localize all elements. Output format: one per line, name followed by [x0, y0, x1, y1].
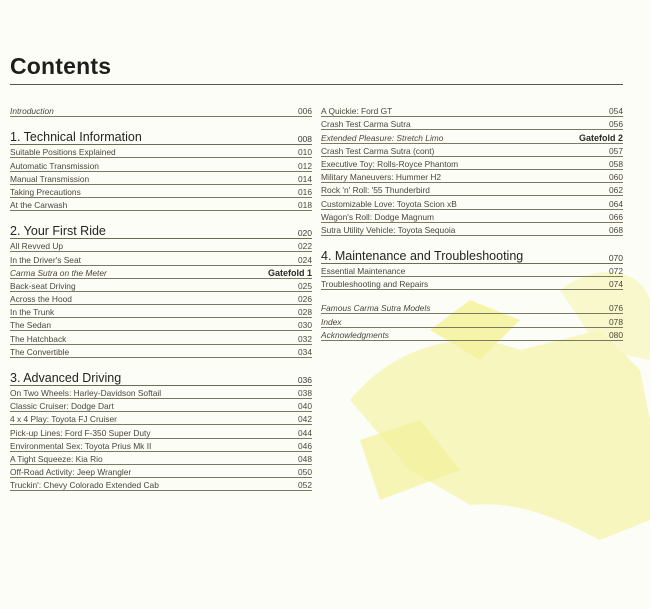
section-4 — [321, 247, 623, 290]
entry-title: Acknowledgments — [321, 329, 389, 340]
toc-entry[interactable] — [321, 117, 623, 130]
entry-title: The Convertible — [10, 346, 70, 357]
section-page: 070 — [608, 252, 623, 263]
section-3 — [10, 369, 312, 492]
entry-title: A Quickie: Ford GT — [321, 106, 393, 117]
toc-entry[interactable] — [321, 223, 623, 236]
section-page: 008 — [297, 134, 312, 145]
entry-title: Famous Carma Sutra Models — [321, 303, 431, 314]
entry-title: In the Trunk — [10, 307, 55, 318]
toc-entry[interactable] — [321, 144, 623, 157]
entry-page: 028 — [298, 307, 312, 318]
toc-entry[interactable] — [321, 328, 623, 341]
entry-title: Customizable Love: Toyota Scion xB — [321, 198, 457, 209]
entry-title: Troubleshooting and Repairs — [321, 279, 429, 290]
section-page: 020 — [297, 228, 312, 239]
entry-title: The Hatchback — [10, 333, 67, 344]
entry-page: 064 — [609, 198, 623, 209]
entry-page: 022 — [298, 241, 312, 252]
section-1 — [10, 128, 312, 211]
entry-title: Taking Precautions — [10, 186, 81, 197]
entry-page: 052 — [298, 480, 312, 491]
entry-page: 068 — [609, 224, 623, 235]
entry-page: Gatefold 1 — [267, 267, 312, 278]
section-3-continued — [321, 104, 623, 236]
entry-title: 4 x 4 Play: Toyota FJ Cruiser — [10, 414, 117, 425]
entry-page: 025 — [298, 280, 312, 291]
entry-page: 057 — [609, 145, 623, 156]
entry-page: 056 — [609, 119, 623, 130]
entry-title: Suitable Positions Explained — [10, 147, 116, 158]
title-rule — [10, 84, 623, 85]
entry-page: 046 — [298, 440, 312, 451]
section-heading[interactable] — [321, 247, 623, 264]
section-heading[interactable] — [10, 128, 312, 145]
entry-page: 026 — [298, 294, 312, 305]
entry-page: 010 — [298, 147, 312, 158]
toc-entry[interactable] — [10, 279, 312, 292]
entry-page: 076 — [609, 303, 623, 314]
toc-entry[interactable] — [10, 425, 312, 438]
entry-title: Carma Sutra on the Meter — [10, 267, 107, 278]
entry-page: 042 — [298, 414, 312, 425]
toc-entry[interactable] — [10, 172, 312, 185]
toc-entry[interactable] — [321, 314, 623, 327]
entry-page: 072 — [609, 266, 623, 277]
toc-entry[interactable] — [321, 264, 623, 277]
entry-title: In the Driver's Seat — [10, 254, 81, 265]
section-heading[interactable] — [10, 369, 312, 386]
toc-entry-introduction[interactable] — [10, 104, 312, 117]
section-title: 3. Advanced Driving — [10, 370, 122, 385]
toc-entry[interactable] — [10, 292, 312, 305]
entry-title: At the Carwash — [10, 200, 68, 211]
entry-page: 078 — [609, 316, 623, 327]
entry-title: Manual Transmission — [10, 173, 90, 184]
entry-page: 018 — [298, 200, 312, 211]
entry-page: 034 — [298, 346, 312, 357]
entry-page: 060 — [609, 172, 623, 183]
toc-entry[interactable] — [10, 145, 312, 158]
entry-page: 074 — [609, 279, 623, 290]
entry-title: Essential Maintenance — [321, 266, 406, 277]
entry-title: Truckin': Chevy Colorado Extended Cab — [10, 480, 159, 491]
entry-page: 012 — [298, 160, 312, 171]
toc-entry[interactable] — [10, 318, 312, 331]
section-page: 036 — [297, 374, 312, 385]
toc-entry[interactable] — [10, 439, 312, 452]
section-2 — [10, 222, 312, 358]
entry-page: 058 — [609, 158, 623, 169]
entry-title: Crash Test Carma Sutra — [321, 119, 411, 130]
entry-title: Environmental Sex: Toyota Prius Mk II — [10, 440, 152, 451]
toc-entry[interactable] — [10, 386, 312, 399]
toc-entry[interactable] — [10, 331, 312, 344]
toc-entry[interactable] — [321, 157, 623, 170]
toc-entry[interactable] — [10, 198, 312, 211]
section-heading[interactable] — [10, 222, 312, 239]
entry-page: 032 — [298, 333, 312, 344]
toc-entry[interactable] — [321, 183, 623, 196]
toc-entry[interactable] — [10, 465, 312, 478]
entry-title: Extended Pleasure: Stretch Limo — [321, 132, 444, 143]
entry-title: Sutra Utility Vehicle: Toyota Sequoia — [321, 224, 456, 235]
entry-title: All Revved Up — [10, 241, 64, 252]
entry-page: 030 — [298, 320, 312, 331]
entry-page: 024 — [298, 254, 312, 265]
toc-entry[interactable] — [10, 345, 312, 358]
right-column — [321, 104, 623, 341]
entry-title: Across the Hood — [10, 294, 72, 305]
entry-page: 054 — [609, 106, 623, 117]
toc-entry[interactable] — [10, 399, 312, 412]
entry-page: 044 — [298, 427, 312, 438]
left-column — [10, 104, 312, 491]
toc-entry[interactable] — [321, 210, 623, 223]
entry-page: Gatefold 2 — [578, 132, 623, 143]
entry-page: 016 — [298, 186, 312, 197]
toc-entry[interactable] — [321, 104, 623, 117]
toc-entry[interactable] — [321, 196, 623, 209]
entry-title: Index — [321, 316, 342, 327]
entry-page: 038 — [298, 388, 312, 398]
entry-page: 040 — [298, 401, 312, 412]
toc-entry[interactable] — [10, 478, 312, 491]
toc-entry[interactable] — [10, 158, 312, 171]
section-title: 4. Maintenance and Troubleshooting — [321, 248, 524, 263]
section-title: 2. Your First Ride — [10, 224, 106, 239]
entry-title: Pick-up Lines: Ford F-350 Super Duty — [10, 427, 151, 438]
page-title: Contents — [10, 53, 112, 79]
entry-title: Off-Road Activity: Jeep Wrangler — [10, 467, 132, 478]
entry-page: 080 — [609, 329, 623, 340]
toc-entry[interactable] — [10, 452, 312, 465]
entry-page: 050 — [298, 467, 312, 478]
entry-title: Automatic Transmission — [10, 160, 99, 171]
toc-entry-gatefold[interactable] — [321, 130, 623, 143]
toc-entry[interactable] — [321, 170, 623, 183]
entry-title: The Sedan — [10, 320, 51, 331]
toc-entry[interactable] — [321, 277, 623, 290]
toc-entry[interactable] — [10, 252, 312, 265]
entry-title: On Two Wheels: Harley-Davidson Softail — [10, 388, 162, 398]
entry-title: A Tight Squeeze: Kia Rio — [10, 453, 103, 464]
toc-entry[interactable] — [10, 185, 312, 198]
entry-page: 048 — [298, 453, 312, 464]
toc-entry[interactable] — [321, 301, 623, 314]
section-title: 1. Technical Information — [10, 130, 142, 145]
back-matter — [321, 301, 623, 341]
entry-title: Back-seat Driving — [10, 280, 76, 291]
entry-title: Executive Toy: Rolls-Royce Phantom — [321, 158, 459, 169]
entry-page: 066 — [609, 211, 623, 222]
entry-page: 014 — [298, 173, 312, 184]
toc-entry[interactable] — [10, 412, 312, 425]
toc-entry-gatefold[interactable] — [10, 266, 312, 279]
entry-page: 062 — [609, 185, 623, 196]
entry-title: Wagon's Roll: Dodge Magnum — [321, 211, 435, 222]
entry-title: Introduction — [10, 106, 54, 117]
entry-page: 006 — [298, 106, 312, 117]
entry-title: Classic Cruiser: Dodge Dart — [10, 401, 114, 412]
toc-entry[interactable] — [10, 239, 312, 252]
entry-title: Crash Test Carma Sutra (cont) — [321, 145, 435, 156]
toc-entry[interactable] — [10, 305, 312, 318]
entry-title: Military Maneuvers: Hummer H2 — [321, 172, 442, 183]
entry-title: Rock 'n' Roll: '55 Thunderbird — [321, 185, 430, 196]
